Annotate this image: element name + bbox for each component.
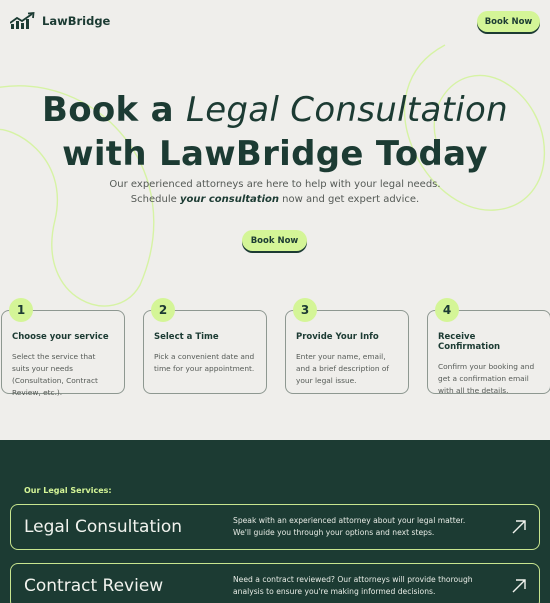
hero-title-emphasis: Legal Consultation (185, 90, 508, 130)
arrow-up-right-icon[interactable] (510, 518, 528, 536)
step-number-badge-4: 4 (435, 298, 459, 322)
service-card-contract-review[interactable] (10, 563, 540, 603)
step-card-2 (143, 310, 267, 394)
service-description: Speak with an experienced attorney about your legal matter. We'll guide you through your options and next steps. (233, 516, 466, 537)
service-description: Need a contract reviewed? Our attorneys will provide thorough analysis to ensure you're making informed decisions. (233, 575, 473, 596)
service-name: Contract Review (24, 576, 164, 596)
step-number-badge-2: 2 (151, 298, 175, 322)
step-card-4 (427, 310, 550, 394)
hero-subtitle-line1: Our experienced attorneys are here to help with your legal needs. (109, 179, 441, 190)
growth-chart-icon (10, 12, 36, 30)
step-title: Select a Time (154, 332, 219, 342)
step-description: Select the service that suits your needs (Consultation, Contract Review, etc.). (12, 352, 98, 397)
hero-title-start: Book a (42, 90, 186, 130)
step-number-badge-3: 3 (293, 298, 317, 322)
step-card-3 (285, 310, 409, 394)
step-title: Choose your service (12, 332, 109, 342)
hero-book-now-button[interactable]: Book Now (242, 230, 307, 251)
hero-title (0, 88, 550, 176)
step-number-badge-1: 1 (9, 298, 33, 322)
header-book-now-button[interactable]: Book Now (477, 11, 540, 32)
step-description: Enter your name, email, and a brief description of your legal issue. (296, 352, 389, 385)
hero-subtitle (0, 177, 550, 207)
hero-subtitle-emphasis: your consultation (179, 194, 279, 205)
services-heading: Our Legal Services: (24, 486, 112, 495)
brand-name: LawBridge (42, 14, 111, 28)
step-description: Pick a convenient date and time for your appointment. (154, 352, 255, 373)
step-title: Receive Confirmation (438, 332, 501, 352)
hero-subtitle-post: now and get expert advice. (279, 194, 420, 205)
hero-title-end: with LawBridge Today (62, 134, 488, 174)
services-section (0, 440, 550, 603)
arrow-up-right-icon[interactable] (510, 577, 528, 595)
brand-logo[interactable] (10, 12, 110, 30)
step-description: Confirm your booking and get a confirmation email with all the details. (438, 362, 535, 395)
step-title: Provide Your Info (296, 332, 379, 342)
hero-subtitle-pre: Schedule (130, 194, 180, 205)
service-card-legal-consultation[interactable] (10, 504, 540, 550)
step-card-1 (1, 310, 125, 397)
service-name: Legal Consultation (24, 517, 183, 537)
